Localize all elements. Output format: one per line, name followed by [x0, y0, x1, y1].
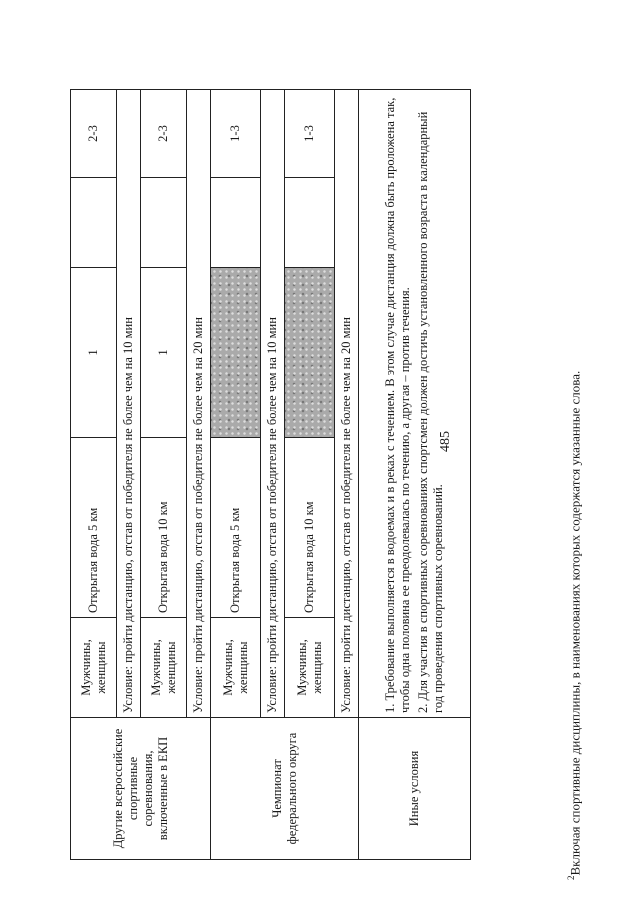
gender-cell: Мужчины, женщины: [141, 618, 187, 718]
discipline-cell: Открытая вода 10 км: [141, 438, 187, 618]
discipline-cell: Открытая вода 5 км: [71, 438, 117, 618]
footnote-marker: 2: [566, 875, 576, 880]
condition-cell: Условие: пройти дистанцию, отстав от победителя не более чем на 20 мин: [187, 90, 211, 718]
empty-cell: [141, 178, 187, 268]
place-cell: 1: [141, 268, 187, 438]
footnote-text: Включая спортивные дисциплины, в наименованиях которых содержатся указанные слова.: [567, 370, 583, 876]
rank-cell: 2-3: [141, 90, 187, 178]
rank-cell: 1-3: [211, 90, 261, 178]
discipline-cell: Открытая вода 10 км: [285, 438, 335, 618]
requirements-table: [70, 89, 471, 860]
competition-group-cell: Другие всероссийские спортивные соревнования, включенные в ЕКП: [71, 718, 211, 860]
condition-cell: Условие: пройти дистанцию, отстав от победителя не более чем на 10 мин: [117, 90, 141, 718]
other-conditions-cell: [359, 90, 471, 718]
table-row: [71, 90, 117, 860]
gender-cell: Мужчины, женщины: [71, 618, 117, 718]
condition-item: 2. Для участия в спортивных соревнованиях спортсмен должен достичь установленного возраста в календарный год проведения спортивных соревнований.: [416, 111, 445, 713]
gender-cell: Мужчины, женщины: [285, 618, 335, 718]
competition-group-cell: Чемпионат федерального округа: [211, 718, 359, 860]
place-cell: 1: [71, 268, 117, 438]
condition-item: 1. Требование выполняется в водоемах и в реках с течением. В этом случае дистанция должна быть проложена так, чтобы одна половина ее преодолевалась по течению, а другая – против течения.: [383, 97, 412, 713]
empty-cell: [285, 178, 335, 268]
empty-cell: [211, 178, 261, 268]
empty-cell: [71, 178, 117, 268]
footnote: [566, 360, 583, 880]
shaded-cell: [285, 268, 335, 438]
condition-cell: Условие: пройти дистанцию, отстав от победителя не более чем на 10 мин: [261, 90, 285, 718]
discipline-cell: Открытая вода 5 км: [211, 438, 261, 618]
rotated-table-wrapper: [70, 90, 490, 860]
table-row: [211, 90, 261, 860]
shaded-cell: [211, 268, 261, 438]
other-conditions-label: Иные условия: [359, 718, 471, 860]
page-number: 485: [438, 431, 453, 452]
gender-cell: Мужчины, женщины: [211, 618, 261, 718]
rank-cell: 2-3: [71, 90, 117, 178]
condition-cell: Условие: пройти дистанцию, отстав от победителя не более чем на 20 мин: [335, 90, 359, 718]
table-row: [359, 90, 471, 860]
rank-cell: 1-3: [285, 90, 335, 178]
